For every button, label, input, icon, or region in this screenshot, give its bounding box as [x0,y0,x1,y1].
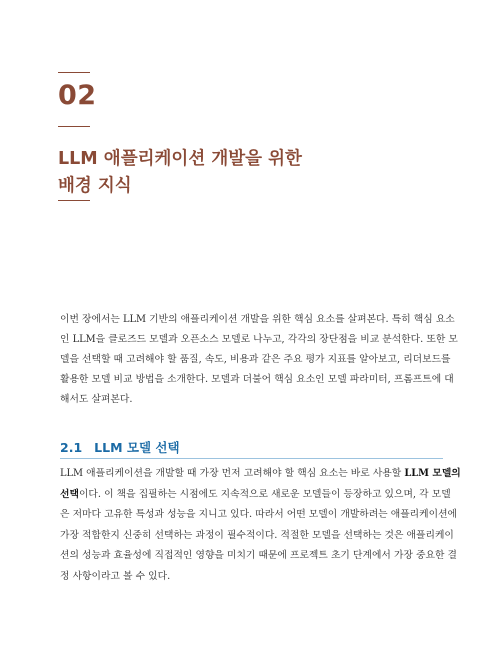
intro-line: 이번 장에서는 LLM 기반의 애플리케이션 개발을 위한 핵심 요소를 살펴본다. 특히 핵심 요소 [60,314,455,325]
chapter-number: 02 [58,80,97,111]
section-paragraph [60,464,461,587]
section-text: LLM 애플리케이션을 개발할 때 가장 먼저 고려해야 할 핵심 요소는 바로 사용할 [60,468,405,479]
section-heading [60,438,180,456]
intro-line: 인 LLM을 클로즈드 모델과 오픈소스 모델로 나누고, 각각의 장단점을 비교 분석한다. 또한 모 [60,334,458,345]
section-line: 은 저마다 고유한 특성과 성능을 지니고 있다. 따라서 어떤 모델이 개발하려는 애플리케이션에 [60,509,457,520]
intro-line: 해서도 살펴본다. [60,394,133,405]
section-number: 2.1 [60,440,83,455]
section-line [60,464,461,485]
bottom-divider [58,200,90,201]
section-line: 가장 적합한지 신중히 선택하는 과정이 필수적이다. 적절한 모델을 선택하는 것은 애플리케이 [60,529,454,541]
middle-divider [58,126,90,127]
chapter-title [58,146,458,200]
section-line: 정 사항이라고 볼 수 있다. [60,570,171,582]
bold-term: LLM 모델의 [404,468,461,479]
intro-paragraph [60,310,458,410]
section-text: 이다. 이 책을 집필하는 시점에도 지속적으로 새로운 모델들이 등장하고 있으며, 각 모델 [78,488,451,500]
section-title: LLM 모델 선택 [94,440,180,455]
section-line [60,485,451,506]
section-underline [60,458,443,459]
chapter-title-line-1: LLM 애플리케이션 개발을 위한 [58,149,302,169]
intro-line: 델을 선택할 때 고려해야 할 품질, 속도, 비용과 같은 주요 평가 지표를 알아보고, 리더보드를 [60,354,451,365]
intro-line: 활용한 모델 비교 방법을 소개한다. 모델과 더불어 핵심 요소인 모델 파라미터, 프롬프트에 대 [60,374,454,385]
bold-term: 선택 [60,488,79,500]
section-line: 션의 성능과 효율성에 직접적인 영향을 미치기 때문에 프로젝트 초기 단계에서 가장 중요한 결 [60,550,457,561]
top-divider [58,72,90,73]
chapter-title-line-2: 배경 지식 [58,176,132,196]
